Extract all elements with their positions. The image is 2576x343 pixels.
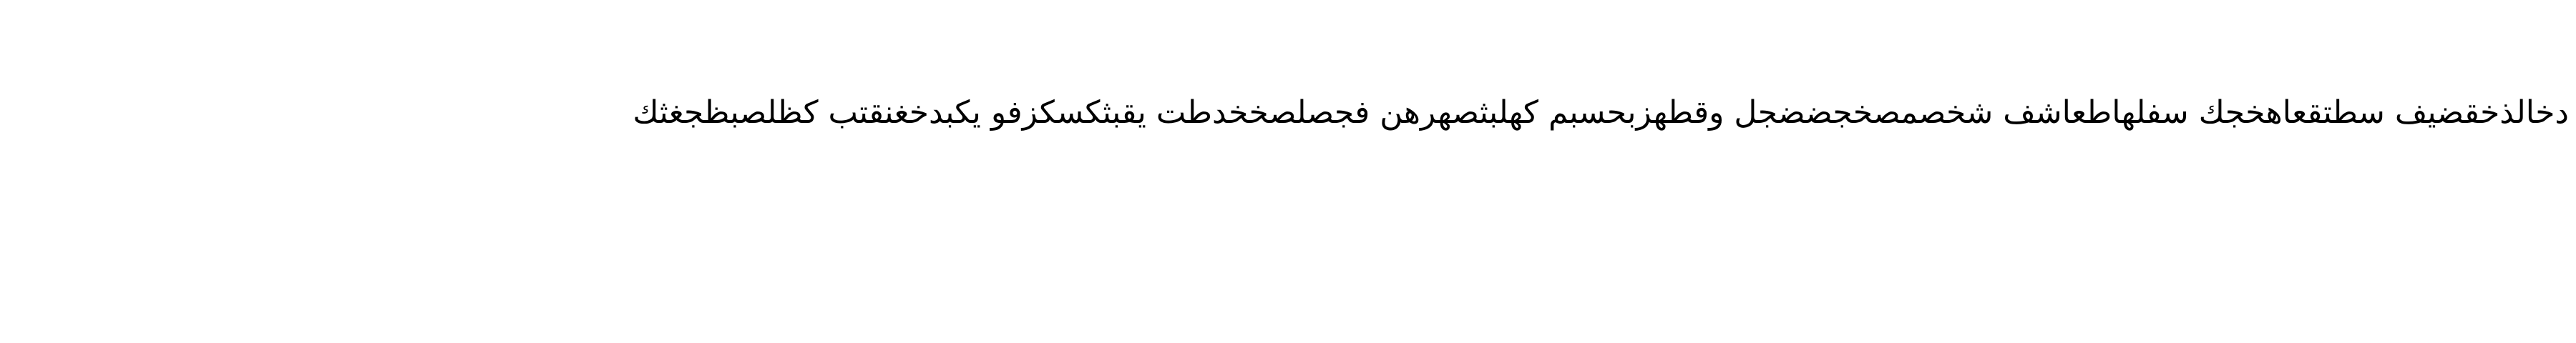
arabic-text-line: دخالذخقضيف سطتقعاهخجك سفلهاطعاشف شخصمصخجضضجل وقطهزبحسبم كهلبثصهرهن فجصلصخخدطت يقبثكسكزفو يكبدخغنقتب كظلصبظجغثك (633, 94, 2569, 131)
